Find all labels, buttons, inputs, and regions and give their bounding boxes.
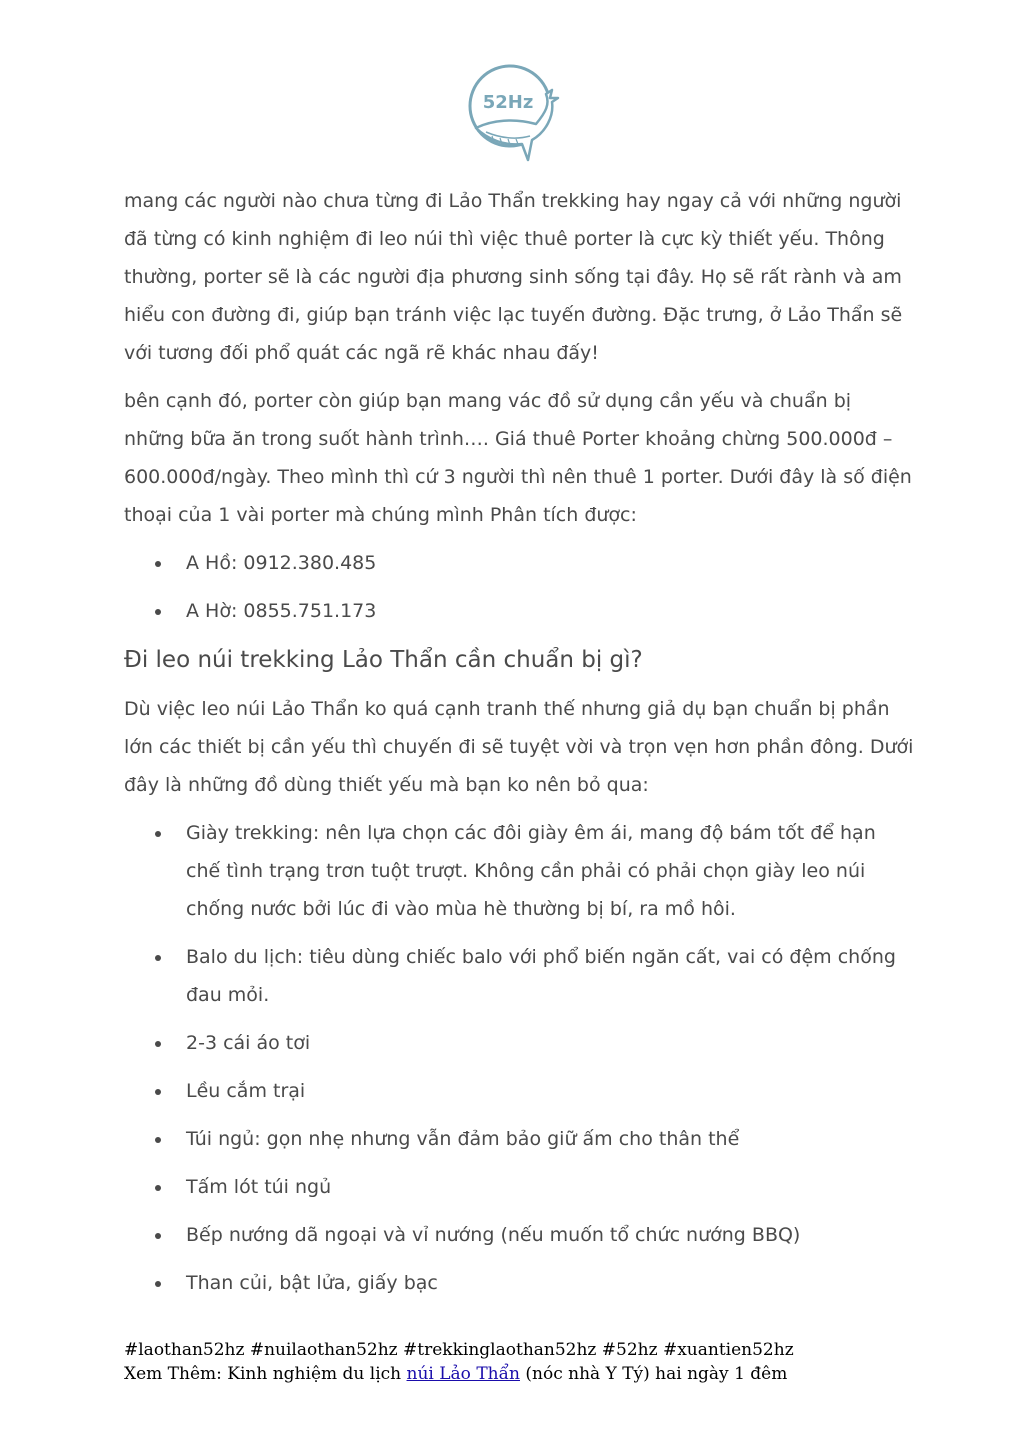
list-item [124, 1072, 914, 1110]
list-item [124, 1024, 914, 1062]
bullet-icon [155, 1281, 161, 1287]
list-item [124, 1168, 914, 1206]
bullet-icon [155, 1233, 161, 1239]
bullet-icon [155, 955, 161, 961]
see-more-prefix: Xem Thêm: Kinh nghiệm du lịch [124, 1364, 407, 1384]
logo [466, 64, 562, 164]
bullet-icon [155, 561, 161, 567]
bullet-icon [155, 1137, 161, 1143]
see-more-link[interactable]: núi Lảo Thẩn [406, 1364, 520, 1384]
logo-text: 52Hz [482, 92, 534, 113]
list-item-text: 2-3 cái áo tơi [186, 1032, 311, 1054]
equipment-list [124, 814, 914, 1302]
list-item-text: Tấm lót túi ngủ [186, 1176, 332, 1198]
hashtags: #laothan52hz #nuilaothan52hz #trekkinglaothan52hz #52hz #xuantien52hz [124, 1340, 794, 1360]
article-content [124, 182, 914, 1312]
bullet-icon [155, 1185, 161, 1191]
list-item [124, 1120, 914, 1158]
paragraph-preparation-intro: Dù việc leo núi Lảo Thẩn ko quá cạnh tranh thế nhưng giả dụ bạn chuẩn bị phần lớn các thiết bị cần yếu thì chuyến đi sẽ tuyệt vời và trọn vẹn hơn phần đông. Dưới đây là những đồ dùng thiết yếu mà bạn ko nên bỏ qua: [124, 698, 914, 796]
list-item-text: Bếp nướng dã ngoại và vỉ nướng (nếu muốn tổ chức nướng BBQ) [186, 1224, 801, 1246]
bullet-icon [155, 1041, 161, 1047]
list-item [124, 592, 914, 630]
list-item [124, 1264, 914, 1302]
list-item-text: A Hờ: 0855.751.173 [186, 600, 377, 622]
see-more-suffix: (nóc nhà Y Tý) hai ngày 1 đêm [519, 1364, 788, 1384]
paragraph-porter-intro: mang các người nào chưa từng đi Lảo Thẩn trekking hay ngay cả với những người đã từng có kinh nghiệm đi leo núi thì việc thuê porter là cực kỳ thiết yếu. Thông thường, porter sẽ là các người địa phương sinh sống tại đây. Họ sẽ rất rành và am hiểu con đường đi, giúp bạn tránh việc lạc tuyến đường. Đặc trưng, ở Lảo Thẩn sẽ với tương đối phổ quát các ngã rẽ khác nhau đấy! [124, 190, 903, 364]
list-item-text: Giày trekking: nên lựa chọn các đôi giày êm ái, mang độ bám tốt để hạn chế tình trạng trơn tuột trượt. Không cần phải có phải chọn giày leo núi chống nước bởi lúc đi vào mùa hè thường bị bí, ra mồ hôi. [186, 822, 876, 920]
paragraph-porter-cost: bên cạnh đó, porter còn giúp bạn mang vác đồ sử dụng cần yếu và chuẩn bị những bữa ăn trong suốt hành trình…. Giá thuê Porter khoảng chừng 500.000đ – 600.000đ/ngày. Theo mình thì cứ 3 người thì nên thuê 1 porter. Dưới đây là số điện thoại của 1 vài porter mà chúng mình Phân tích được: [124, 390, 912, 526]
list-item-text: Lều cắm trại [186, 1080, 306, 1102]
bullet-icon [155, 609, 161, 615]
list-item [124, 938, 914, 1014]
list-item-text: Balo du lịch: tiêu dùng chiếc balo với phổ biến ngăn cất, vai có đệm chống đau mỏi. [186, 946, 896, 1006]
list-item-text: Túi ngủ: gọn nhẹ nhưng vẫn đảm bảo giữ ấm cho thân thể [186, 1128, 740, 1150]
list-item [124, 1216, 914, 1254]
whale-logo-icon [466, 64, 562, 164]
see-more-line [124, 1362, 924, 1386]
bullet-icon [155, 831, 161, 837]
list-item [124, 544, 914, 582]
footer [124, 1338, 924, 1386]
section-heading: Đi leo núi trekking Lảo Thẩn cần chuẩn bị gì? [124, 647, 643, 673]
list-item [124, 814, 914, 928]
list-item-text: Than củi, bật lửa, giấy bạc [186, 1272, 438, 1294]
porter-phone-list [124, 544, 914, 630]
list-item-text: A Hồ: 0912.380.485 [186, 552, 377, 574]
bullet-icon [155, 1089, 161, 1095]
